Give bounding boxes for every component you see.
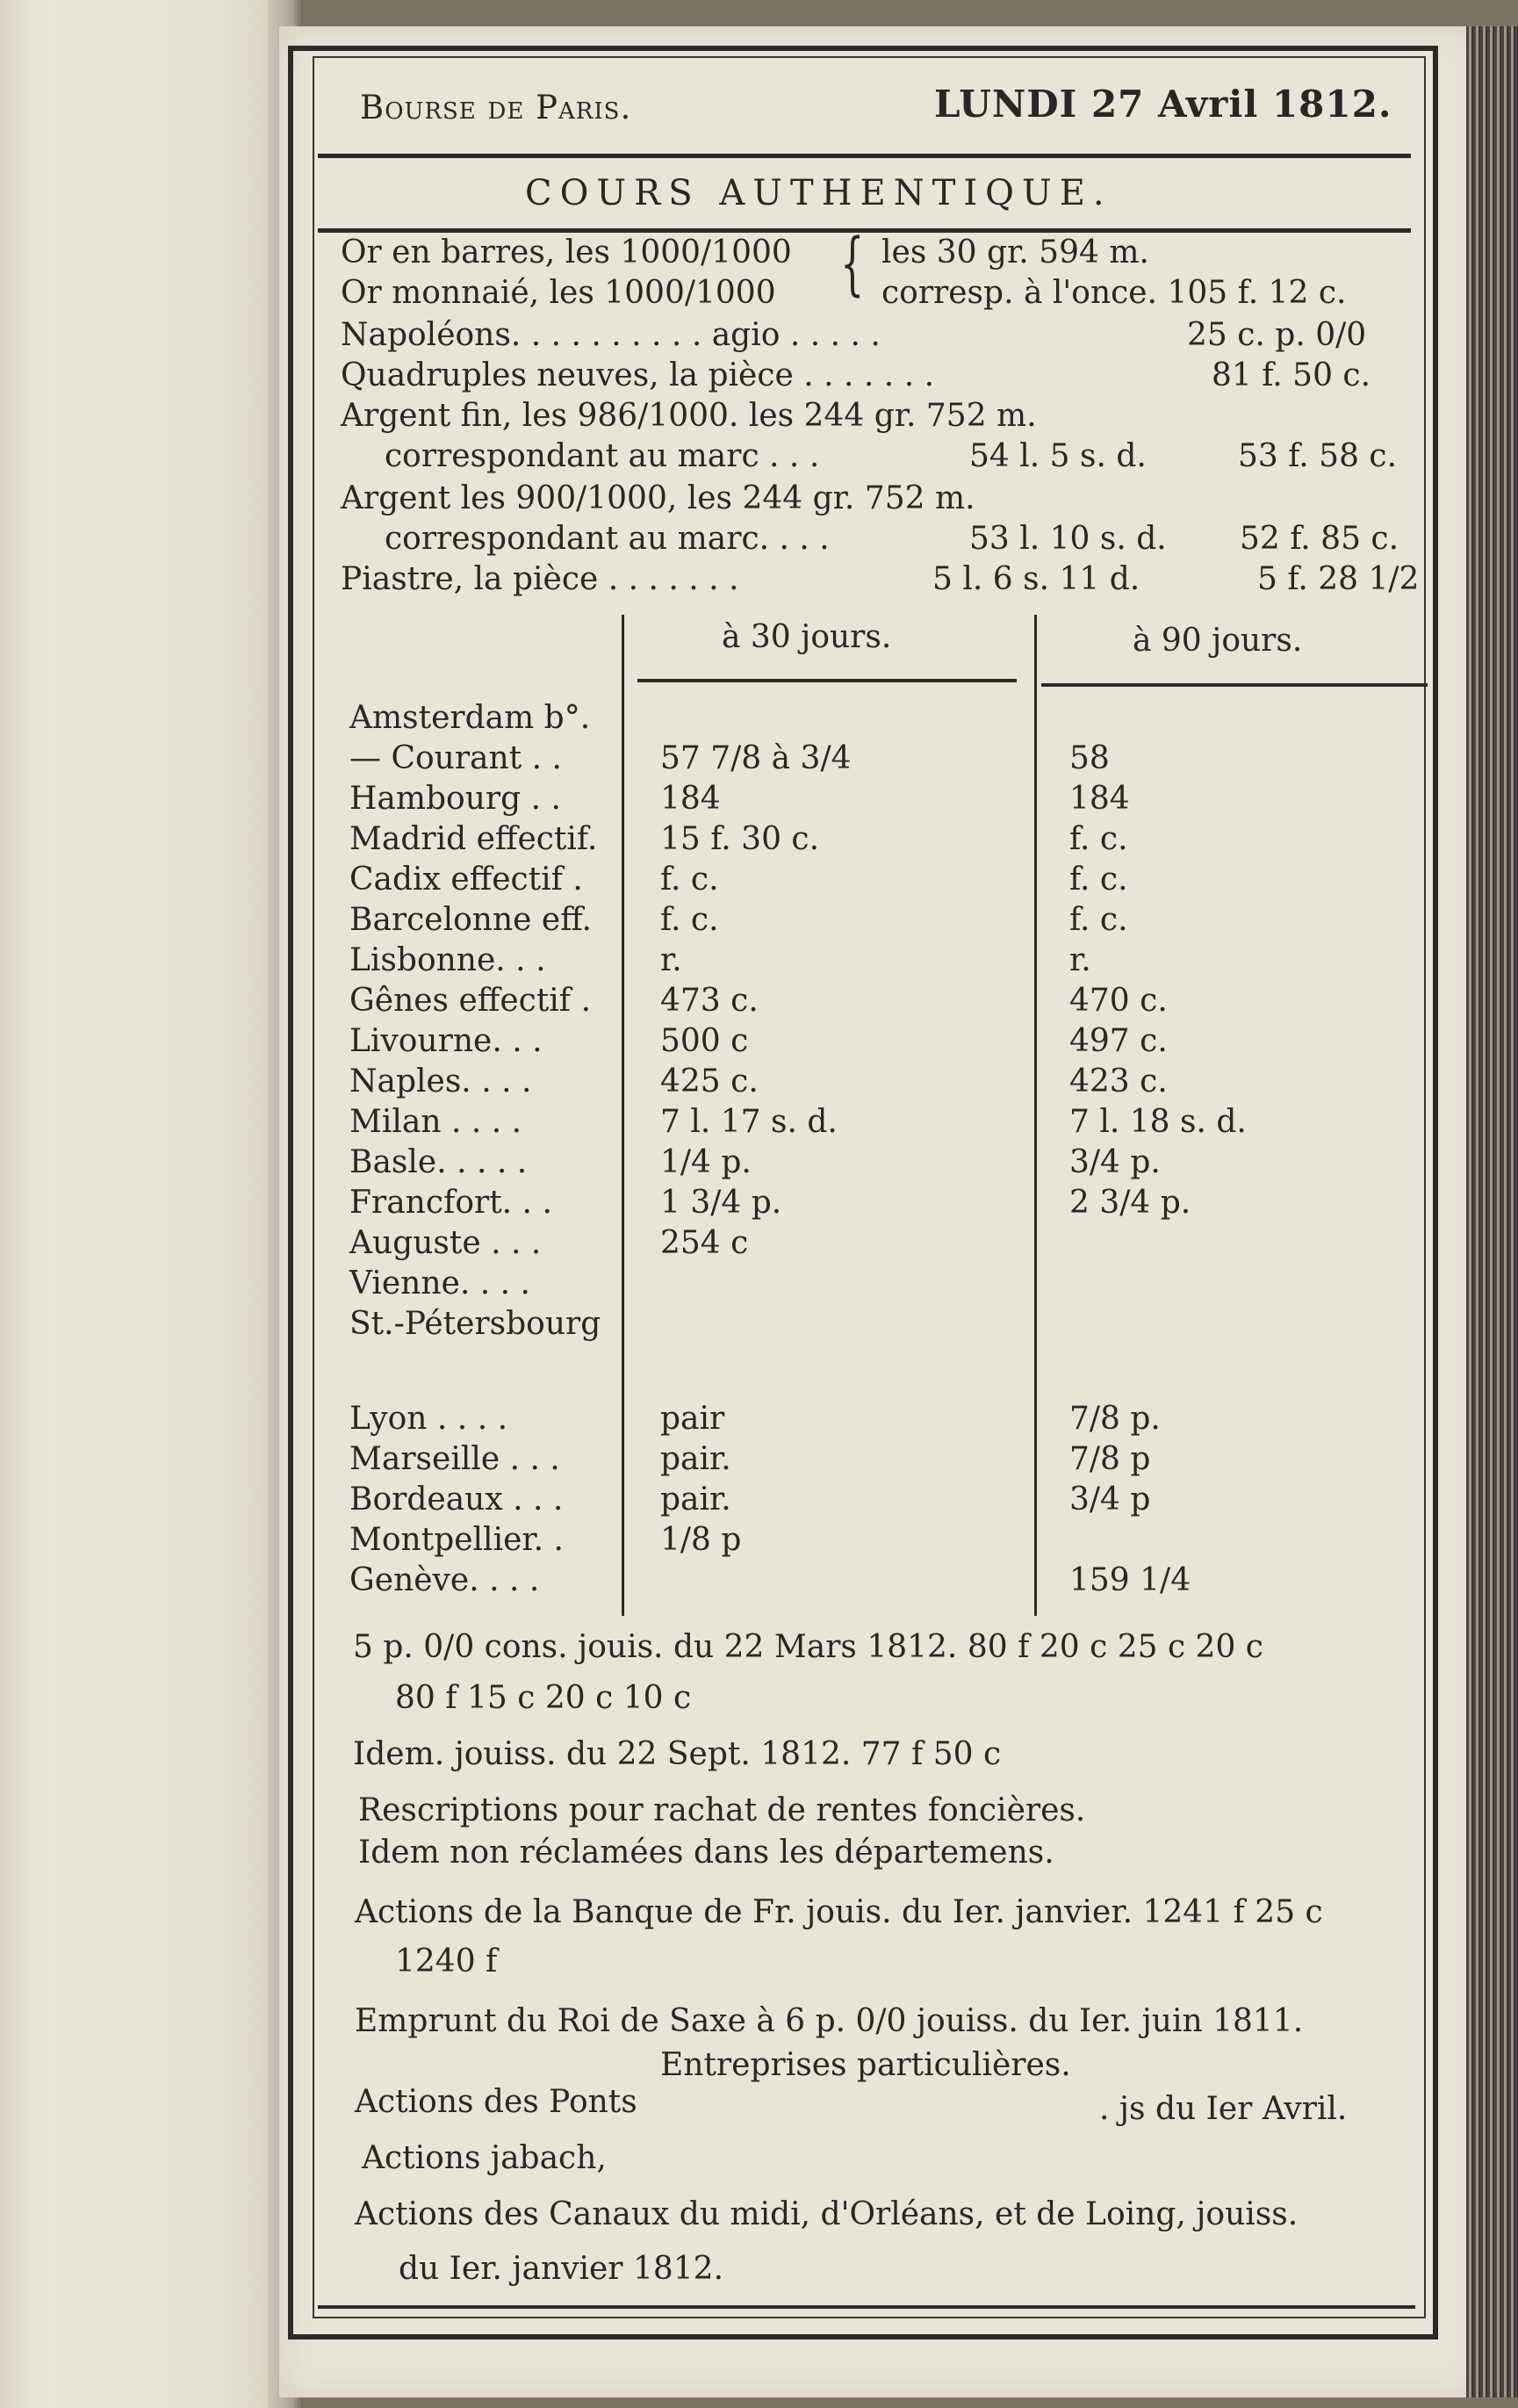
row-30-days: r. [660,942,682,978]
argent-fin-line1: Argent fin, les 986/1000. les 244 gr. 752 m. [341,398,1037,434]
row-90-days: 159 1/4 [1069,1562,1191,1598]
row-90-days: 7 l. 18 s. d. [1069,1104,1247,1140]
row-place: — Courant . . [349,740,562,776]
row-30-days: 1 3/4 p. [660,1185,782,1221]
row-30-days: 500 c [660,1023,749,1059]
row-90-days: 2 3/4 p. [1069,1185,1191,1221]
or-barres: Or en barres, les 1000/1000 [341,234,792,270]
row-30-days: f. c. [660,862,719,898]
row-90-days: 3/4 p [1069,1482,1151,1518]
row-place: Genève. . . . [349,1562,540,1598]
row-30-days: 184 [660,781,721,817]
argent-mid: 53 l. 10 s. d. [969,521,1167,557]
row-30-days: pair. [660,1482,731,1518]
column-rule-90 [1041,683,1428,687]
row-place: Naples. . . . [349,1063,532,1099]
table-divider-right [1034,615,1037,1616]
row-place: Marseille . . . [349,1441,560,1477]
row-90-days: 184 [1069,781,1130,817]
argent-fin-value: 53 f. 58 c. [1238,438,1398,474]
column-header-90: à 90 jours. [1133,623,1303,659]
rentes-line-8: Emprunt du Roi de Saxe à 6 p. 0/0 jouiss. du Ier. juin 1811. [355,2003,1304,2039]
rentes-line-10-right: . js du Ier Avril. [1099,2091,1348,2127]
row-30-days: 57 7/8 à 3/4 [660,740,852,776]
page-title: COURS AUTHENTIQUE. [525,173,1112,213]
row-place: Bordeaux . . . [349,1482,564,1518]
rentes-line-11: Actions jabach, [362,2140,607,2176]
column-rule-30 [637,679,1017,682]
row-90-days: f. c. [1069,862,1128,898]
rentes-line-10: Actions des Ponts [355,2084,637,2120]
brace: { [840,225,865,304]
bottom-rule [318,2305,1415,2309]
rentes-line-13: du Ier. janvier 1812. [399,2251,724,2287]
rentes-line-9: Entreprises particulières. [660,2047,1071,2083]
piastre: Piastre, la pièce . . . . . . . [341,561,739,597]
argent-fin-line2: correspondant au marc . . . [385,438,820,474]
header-left: Bourse de Paris. [360,89,632,126]
row-30-days: 1/8 p [660,1522,742,1558]
piastre-mid: 5 l. 6 s. 11 d. [932,561,1140,597]
row-30-days: pair [660,1401,725,1437]
row-90-days: r. [1069,942,1091,978]
row-place: Milan . . . . [349,1104,522,1140]
row-30-days: pair. [660,1441,731,1477]
row-90-days: 7/8 p [1069,1441,1151,1477]
row-place: Basle. . . . . [349,1144,528,1180]
rentes-line-7: 1240 f [395,1943,498,1979]
page-stack-edges [1466,26,1518,2397]
row-90-days: 7/8 p. [1069,1401,1161,1437]
row-30-days: 473 c. [660,983,759,1019]
table-divider-left [622,615,624,1616]
quadruples-value: 81 f. 50 c. [1212,357,1371,393]
row-90-days: 423 c. [1069,1063,1168,1099]
rentes-line-1: 5 p. 0/0 cons. jouis. du 22 Mars 1812. 80 f 20 c 25 c 20 c [353,1629,1263,1665]
row-place: Gênes effectif . [349,983,592,1019]
title-rule [318,228,1411,233]
row-place: Hambourg . . [349,781,561,817]
row-place: Madrid effectif. [349,821,598,857]
row-place: Lisbonne. . . [349,942,546,978]
or-brace-bottom: corresp. à l'once. 105 f. 12 c. [881,275,1347,311]
rentes-line-4: Rescriptions pour rachat de rentes foncières. [358,1792,1086,1828]
header-rule [318,154,1411,158]
row-30-days: 425 c. [660,1063,759,1099]
row-90-days: 3/4 p. [1069,1144,1161,1180]
or-brace-top: les 30 gr. 594 m. [881,234,1149,270]
piastre-value: 5 f. 28 1/2 [1257,561,1420,597]
rentes-line-3: Idem. jouiss. du 22 Sept. 1812. 77 f 50 c [353,1736,1002,1772]
argent-line2: correspondant au marc. . . . [385,521,830,557]
rentes-line-5: Idem non réclamées dans les départemens. [358,1835,1054,1871]
quadruples: Quadruples neuves, la pièce . . . . . . . [341,357,935,393]
row-place: Lyon . . . . [349,1401,508,1437]
column-header-30: à 30 jours. [722,619,892,655]
row-90-days: 470 c. [1069,983,1168,1019]
rentes-line-6: Actions de la Banque de Fr. jouis. du Ier. janvier. 1241 f 25 c [355,1894,1323,1930]
row-90-days: 497 c. [1069,1023,1168,1059]
rentes-line-2: 80 f 15 c 20 c 10 c [395,1680,692,1716]
row-place: Vienne. . . . [349,1265,530,1301]
row-30-days: f. c. [660,902,719,938]
argent-line1: Argent les 900/1000, les 244 gr. 752 m. [341,480,975,516]
row-30-days: 15 f. 30 c. [660,821,820,857]
napoleons-value: 25 c. p. 0/0 [1187,317,1367,353]
or-monnaie: Or monnaié, les 1000/1000 [341,275,776,311]
argent-value: 52 f. 85 c. [1240,521,1399,557]
row-90-days: 58 [1069,740,1110,776]
row-place: Amsterdam b°. [349,700,591,736]
row-place: Cadix effectif . [349,862,583,898]
row-place: Montpellier. . [349,1522,564,1558]
row-30-days: 1/4 p. [660,1144,752,1180]
row-30-days: 254 c [660,1225,749,1261]
row-30-days: 7 l. 17 s. d. [660,1104,838,1140]
facing-page-blank [0,0,299,2408]
row-place: Auguste . . . [349,1225,542,1261]
row-place: Barcelonne eff. [349,902,592,938]
row-90-days: f. c. [1069,821,1128,857]
row-place: Francfort. . . [349,1185,552,1221]
argent-fin-mid: 54 l. 5 s. d. [969,438,1147,474]
napoleons: Napoléons. . . . . . . . . . agio . . . . . [341,317,881,353]
facing-page-edge [0,0,35,2408]
header-date: LUNDI 27 Avril 1812. [934,83,1392,126]
rentes-line-12: Actions des Canaux du midi, d'Orléans, et de Loing, jouiss. [355,2196,1299,2232]
row-90-days: f. c. [1069,902,1128,938]
row-place: Livourne. . . [349,1023,543,1059]
row-place: St.-Pétersbourg [349,1306,601,1342]
